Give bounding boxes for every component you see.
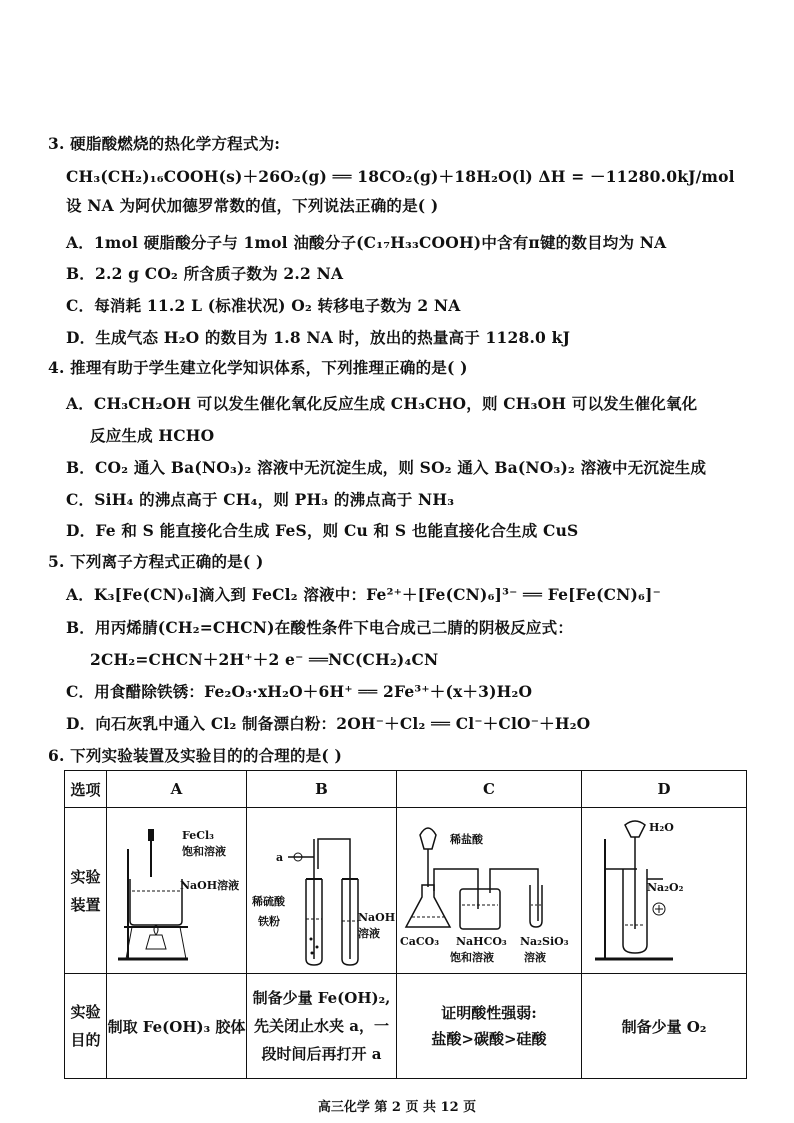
q4-option-a-cont: 反应生成 HCHO xyxy=(90,426,215,445)
q5-option-a: A．K₃[Fe(CN)₆]滴入到 FeCl₂ 溶液中：Fe²⁺＋[Fe(CN)₆]³⁻ ══ Fe[Fe(CN)₆]⁻ xyxy=(66,585,661,604)
q5-option-b-cont: 2CH₂=CHCN＋2H⁺＋2 e⁻ ══NC(CH₂)₄CN xyxy=(90,650,439,669)
label-saturated-solution: 饱和溶液 xyxy=(181,844,226,858)
q5-stem: 5. 下列离子方程式正确的是( ) xyxy=(48,552,264,571)
purpose-d: 制备少量 O₂ xyxy=(582,974,747,1079)
apparatus-b-diagram xyxy=(248,809,396,969)
label-fecl3: FeCl₃ xyxy=(181,828,214,842)
q3-prompt: 设 NA 为阿伏加德罗常数的值，下列说法正确的是( ) xyxy=(66,196,439,215)
label-clamp-a: a xyxy=(275,850,283,864)
apparatus-a xyxy=(107,808,247,974)
experiment-table xyxy=(64,770,747,1079)
q4-option-c: C．SiH₄ 的沸点高于 CH₄，则 PH₃ 的沸点高于 NH₃ xyxy=(66,490,455,509)
q4-stem: 4. 推理有助于学生建立化学知识体系，下列推理正确的是( ) xyxy=(48,358,468,377)
q4-option-a: A．CH₃CH₂OH 可以发生催化氧化反应生成 CH₃CHO，则 CH₃OH 可以发生催化氧化 xyxy=(66,394,698,413)
label-dilute-sulfuric-acid: 稀硫酸 xyxy=(251,894,285,908)
header-a: A xyxy=(107,771,247,808)
header-d: D xyxy=(582,771,747,808)
apparatus-row xyxy=(65,808,747,974)
q3-option-a: A．1mol 硬脂酸分子与 1mol 油酸分子(C₁₇H₃₃COOH)中含有π键的数目均为 NA xyxy=(66,233,667,252)
header-b: B xyxy=(247,771,397,808)
apparatus-d xyxy=(582,808,747,974)
label-na2o2: Na₂O₂ xyxy=(646,880,683,894)
q5-option-c: C．用食醋除铁锈：Fe₂O₃·xH₂O＋6H⁺ ══ 2Fe³⁺＋(x＋3)H₂O xyxy=(66,682,533,701)
label-nahco3: NaHCO₃ xyxy=(455,934,507,948)
label-naoh: NaOH xyxy=(357,910,395,924)
label-naoh-solution-a: NaOH溶液 xyxy=(179,878,239,892)
purpose-a: 制取 Fe(OH)₃ 胶体 xyxy=(107,974,247,1079)
q4-option-b: B．CO₂ 通入 Ba(NO₃)₂ 溶液中无沉淀生成，则 SO₂ 通入 Ba(NO₃)₂ 溶液中无沉淀生成 xyxy=(66,458,707,477)
purpose-row xyxy=(65,974,747,1079)
q3-option-c: C．每消耗 11.2 L (标准状况) O₂ 转移电子数为 2 NA xyxy=(66,296,461,315)
purpose-c: 证明酸性强弱: 盐酸>碳酸>硅酸 xyxy=(397,974,582,1079)
purpose-b: 制备少量 Fe(OH)₂, 先关闭止水夹 a，一 段时间后再打开 a xyxy=(247,974,397,1079)
label-caco3: CaCO₃ xyxy=(399,934,439,948)
header-option: 选项 xyxy=(65,771,107,808)
apparatus-c-diagram xyxy=(398,809,581,969)
label-h2o: H₂O xyxy=(648,820,674,834)
label-iron-powder: 铁粉 xyxy=(257,914,280,928)
label-saturated-solution-c: 饱和溶液 xyxy=(449,950,494,964)
label-dilute-hcl: 稀盐酸 xyxy=(449,832,483,846)
apparatus-row-label: 实验 装置 xyxy=(65,808,107,974)
q5-option-b: B．用丙烯腈(CH₂=CHCN)在酸性条件下电合成己二腈的阴极反应式： xyxy=(66,618,574,637)
apparatus-b xyxy=(247,808,397,974)
q6-stem: 6. 下列实验装置及实验目的的合理的是( ) xyxy=(48,746,343,765)
label-solution-b: 溶液 xyxy=(357,926,380,940)
purpose-row-label: 实验 目的 xyxy=(65,974,107,1079)
header-c: C xyxy=(397,771,582,808)
q3-option-b: B．2.2 g CO₂ 所含质子数为 2.2 NA xyxy=(66,264,344,283)
apparatus-a-diagram xyxy=(108,809,246,969)
q4-option-d: D．Fe 和 S 能直接化合生成 FeS，则 Cu 和 S 也能直接化合生成 CuS xyxy=(66,521,579,540)
apparatus-d-diagram xyxy=(583,809,746,969)
label-solution-c: 溶液 xyxy=(523,950,546,964)
q3-stem: 3. 硬脂酸燃烧的热化学方程式为: xyxy=(48,134,281,153)
q5-option-d: D．向石灰乳中通入 Cl₂ 制备漂白粉：2OH⁻＋Cl₂ ══ Cl⁻＋ClO⁻＋H₂O xyxy=(66,714,591,733)
q3-option-d: D．生成气态 H₂O 的数目为 1.8 NA 时，放出的热量高于 1128.0 kJ xyxy=(66,328,571,347)
apparatus-c xyxy=(397,808,582,974)
table-header-row xyxy=(65,771,747,808)
label-na2sio3: Na₂SiO₃ xyxy=(519,934,569,948)
q3-equation: CH₃(CH₂)₁₆COOH(s)＋26O₂(g) ══ 18CO₂(g)＋18H₂O(l) ΔH = －11280.0kJ/mol xyxy=(66,167,735,186)
page-footer: 高三化学 第 2 页 共 12 页 xyxy=(317,1100,477,1115)
